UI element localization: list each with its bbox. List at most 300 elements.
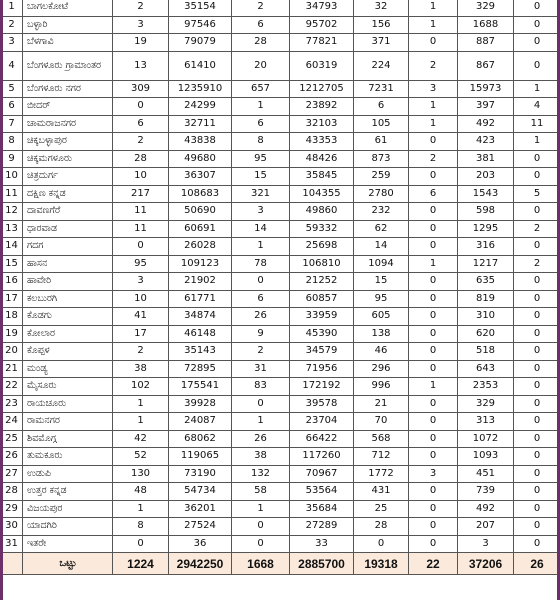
value-cell: 996 <box>354 378 409 396</box>
value-cell: 1093 <box>458 448 514 466</box>
total-label: ಒಟ್ಟು <box>23 553 113 575</box>
value-cell: 6 <box>113 115 169 133</box>
value-cell: 0 <box>514 395 560 413</box>
value-cell: 203 <box>458 168 514 186</box>
value-cell: 36307 <box>169 168 232 186</box>
table-row <box>1 395 560 413</box>
value-cell: 83 <box>232 378 290 396</box>
value-cell: 1235910 <box>169 80 232 98</box>
district-name-cell: ಇತರೇ <box>23 535 113 553</box>
value-cell: 0 <box>514 500 560 518</box>
value-cell: 14 <box>232 220 290 238</box>
total-sl-cell <box>1 553 23 575</box>
value-cell: 3 <box>409 465 458 483</box>
value-cell: 0 <box>514 34 560 52</box>
value-cell: 6 <box>232 16 290 34</box>
value-cell: 38 <box>113 360 169 378</box>
value-cell: 451 <box>458 465 514 483</box>
table-row <box>1 360 560 378</box>
value-cell: 310 <box>458 308 514 326</box>
value-cell: 21902 <box>169 273 232 291</box>
district-name-cell: ಚಿಕ್ಕಬಳ್ಳಾಪುರ <box>23 133 113 151</box>
serial-cell: 8 <box>1 133 23 151</box>
value-cell: 102 <box>113 378 169 396</box>
value-cell: 46 <box>354 343 409 361</box>
value-cell: 78 <box>232 255 290 273</box>
district-name-cell: ದಕ್ಷಿಣ ಕನ್ನಡ <box>23 185 113 203</box>
value-cell: 1 <box>113 500 169 518</box>
district-name-cell: ಮೈಸೂರು <box>23 378 113 396</box>
value-cell: 104355 <box>290 185 354 203</box>
value-cell: 381 <box>458 150 514 168</box>
serial-cell: 22 <box>1 378 23 396</box>
serial-cell: 20 <box>1 343 23 361</box>
value-cell: 97546 <box>169 16 232 34</box>
district-name-cell: ಚಿಕ್ಕಮಗಳೂರು <box>23 150 113 168</box>
value-cell: 61410 <box>169 51 232 80</box>
serial-cell: 4 <box>1 51 23 80</box>
value-cell: 95 <box>113 255 169 273</box>
value-cell: 1 <box>409 98 458 116</box>
value-cell: 0 <box>409 133 458 151</box>
table-row <box>1 535 560 553</box>
value-cell: 2 <box>232 0 290 16</box>
value-cell: 873 <box>354 150 409 168</box>
district-name-cell: ಧಾರವಾಡ <box>23 220 113 238</box>
value-cell: 0 <box>514 203 560 221</box>
serial-cell: 27 <box>1 465 23 483</box>
value-cell: 2353 <box>458 378 514 396</box>
district-name-cell: ಬಳ್ಳಾರಿ <box>23 16 113 34</box>
value-cell: 0 <box>514 150 560 168</box>
value-cell: 156 <box>354 16 409 34</box>
table-row <box>1 290 560 308</box>
value-cell: 1 <box>409 255 458 273</box>
value-cell: 3 <box>458 535 514 553</box>
total-cell: 2885700 <box>290 553 354 575</box>
value-cell: 26 <box>232 430 290 448</box>
value-cell: 0 <box>409 203 458 221</box>
value-cell: 1 <box>232 413 290 431</box>
table-row <box>1 308 560 326</box>
table-row <box>1 378 560 396</box>
district-name-cell: ಗದಗ <box>23 238 113 256</box>
value-cell: 0 <box>409 168 458 186</box>
value-cell: 27289 <box>290 518 354 536</box>
value-cell: 71956 <box>290 360 354 378</box>
value-cell: 132 <box>232 465 290 483</box>
value-cell: 3 <box>409 80 458 98</box>
table-body <box>1 0 560 553</box>
value-cell: 2 <box>514 220 560 238</box>
value-cell: 2 <box>409 51 458 80</box>
value-cell: 1 <box>514 80 560 98</box>
district-name-cell: ಕೊಪ್ಪಳ <box>23 343 113 361</box>
value-cell: 38 <box>232 448 290 466</box>
value-cell: 24087 <box>169 413 232 431</box>
value-cell: 0 <box>514 465 560 483</box>
value-cell: 2 <box>113 0 169 16</box>
district-name-cell: ಮಂಡ್ಯ <box>23 360 113 378</box>
value-cell: 35143 <box>169 343 232 361</box>
value-cell: 259 <box>354 168 409 186</box>
serial-cell: 5 <box>1 80 23 98</box>
serial-cell: 25 <box>1 430 23 448</box>
value-cell: 11 <box>113 203 169 221</box>
value-cell: 20 <box>232 51 290 80</box>
value-cell: 217 <box>113 185 169 203</box>
value-cell: 130 <box>113 465 169 483</box>
district-name-cell: ಬೆಂಗಳೂರು ನಗರ <box>23 80 113 98</box>
value-cell: 1 <box>409 378 458 396</box>
district-name-cell: ತುಮಕೂರು <box>23 448 113 466</box>
value-cell: 0 <box>409 34 458 52</box>
value-cell: 60319 <box>290 51 354 80</box>
value-cell: 0 <box>514 308 560 326</box>
total-cell: 26 <box>514 553 560 575</box>
value-cell: 1072 <box>458 430 514 448</box>
value-cell: 60857 <box>290 290 354 308</box>
serial-cell: 2 <box>1 16 23 34</box>
value-cell: 48426 <box>290 150 354 168</box>
table-row <box>1 325 560 343</box>
value-cell: 43353 <box>290 133 354 151</box>
table-row <box>1 430 560 448</box>
value-cell: 31 <box>232 360 290 378</box>
value-cell: 95 <box>354 290 409 308</box>
district-name-cell: ವಿಜಯಪುರ <box>23 500 113 518</box>
district-name-cell: ರಾಮನಗರ <box>23 413 113 431</box>
value-cell: 0 <box>113 238 169 256</box>
value-cell: 1 <box>232 500 290 518</box>
value-cell: 14 <box>354 238 409 256</box>
value-cell: 224 <box>354 51 409 80</box>
serial-cell: 12 <box>1 203 23 221</box>
value-cell: 643 <box>458 360 514 378</box>
value-cell: 24299 <box>169 98 232 116</box>
district-name-cell: ಉತ್ತರ ಕನ್ನಡ <box>23 483 113 501</box>
value-cell: 54734 <box>169 483 232 501</box>
value-cell: 1 <box>232 98 290 116</box>
value-cell: 313 <box>458 413 514 431</box>
value-cell: 0 <box>409 273 458 291</box>
value-cell: 1 <box>113 413 169 431</box>
serial-cell: 18 <box>1 308 23 326</box>
total-cell: 2942250 <box>169 553 232 575</box>
total-cell: 1668 <box>232 553 290 575</box>
value-cell: 73190 <box>169 465 232 483</box>
value-cell: 296 <box>354 360 409 378</box>
value-cell: 19 <box>113 34 169 52</box>
value-cell: 68062 <box>169 430 232 448</box>
table-row <box>1 185 560 203</box>
value-cell: 657 <box>232 80 290 98</box>
table-row <box>1 465 560 483</box>
value-cell: 79079 <box>169 34 232 52</box>
value-cell: 119065 <box>169 448 232 466</box>
serial-cell: 14 <box>1 238 23 256</box>
table-row <box>1 500 560 518</box>
value-cell: 0 <box>409 220 458 238</box>
value-cell: 2 <box>514 255 560 273</box>
total-cell: 37206 <box>458 553 514 575</box>
value-cell: 46148 <box>169 325 232 343</box>
value-cell: 819 <box>458 290 514 308</box>
value-cell: 13 <box>113 51 169 80</box>
table-row <box>1 238 560 256</box>
serial-cell: 1 <box>1 0 23 16</box>
value-cell: 62 <box>354 220 409 238</box>
value-cell: 1772 <box>354 465 409 483</box>
value-cell: 60691 <box>169 220 232 238</box>
district-name-cell: ದಾವಣಗೆರೆ <box>23 203 113 221</box>
value-cell: 0 <box>409 325 458 343</box>
table-row <box>1 51 560 80</box>
value-cell: 35684 <box>290 500 354 518</box>
district-name-cell: ಬೆಂಗಳೂರು ಗ್ರಾಮಾಂತರ <box>23 51 113 80</box>
district-name-cell: ಬೆಳಗಾವಿ <box>23 34 113 52</box>
value-cell: 4 <box>514 98 560 116</box>
value-cell: 10 <box>113 168 169 186</box>
value-cell: 34793 <box>290 0 354 16</box>
serial-cell: 13 <box>1 220 23 238</box>
value-cell: 106810 <box>290 255 354 273</box>
table-row <box>1 448 560 466</box>
value-cell: 10 <box>113 290 169 308</box>
value-cell: 0 <box>409 308 458 326</box>
value-cell: 3 <box>113 16 169 34</box>
serial-cell: 17 <box>1 290 23 308</box>
value-cell: 492 <box>458 500 514 518</box>
district-name-cell: ಹಾಸನ <box>23 255 113 273</box>
value-cell: 1217 <box>458 255 514 273</box>
value-cell: 28 <box>232 34 290 52</box>
district-name-cell: ಚಿತ್ರದುರ್ಗ <box>23 168 113 186</box>
value-cell: 61771 <box>169 290 232 308</box>
value-cell: 1688 <box>458 16 514 34</box>
value-cell: 0 <box>409 535 458 553</box>
value-cell: 11 <box>514 115 560 133</box>
value-cell: 0 <box>409 518 458 536</box>
value-cell: 3 <box>232 203 290 221</box>
table-row <box>1 255 560 273</box>
table-row <box>1 16 560 34</box>
value-cell: 35845 <box>290 168 354 186</box>
value-cell: 175541 <box>169 378 232 396</box>
value-cell: 712 <box>354 448 409 466</box>
value-cell: 21252 <box>290 273 354 291</box>
serial-cell: 15 <box>1 255 23 273</box>
value-cell: 49860 <box>290 203 354 221</box>
value-cell: 70967 <box>290 465 354 483</box>
value-cell: 23704 <box>290 413 354 431</box>
value-cell: 8 <box>113 518 169 536</box>
value-cell: 53564 <box>290 483 354 501</box>
serial-cell: 28 <box>1 483 23 501</box>
value-cell: 11 <box>113 220 169 238</box>
value-cell: 0 <box>409 483 458 501</box>
value-cell: 6 <box>354 98 409 116</box>
table-row <box>1 413 560 431</box>
value-cell: 117260 <box>290 448 354 466</box>
value-cell: 2 <box>409 150 458 168</box>
value-cell: 635 <box>458 273 514 291</box>
value-cell: 7231 <box>354 80 409 98</box>
value-cell: 397 <box>458 98 514 116</box>
value-cell: 0 <box>514 483 560 501</box>
serial-cell: 26 <box>1 448 23 466</box>
value-cell: 15 <box>232 168 290 186</box>
value-cell: 0 <box>232 535 290 553</box>
value-cell: 0 <box>409 430 458 448</box>
value-cell: 1 <box>409 16 458 34</box>
value-cell: 42 <box>113 430 169 448</box>
value-cell: 1 <box>232 238 290 256</box>
value-cell: 25 <box>354 500 409 518</box>
value-cell: 316 <box>458 238 514 256</box>
value-cell: 41 <box>113 308 169 326</box>
value-cell: 1 <box>514 133 560 151</box>
value-cell: 26028 <box>169 238 232 256</box>
value-cell: 0 <box>409 448 458 466</box>
value-cell: 0 <box>113 535 169 553</box>
table-row <box>1 80 560 98</box>
value-cell: 0 <box>409 290 458 308</box>
value-cell: 0 <box>514 273 560 291</box>
value-cell: 329 <box>458 395 514 413</box>
value-cell: 1 <box>113 395 169 413</box>
value-cell: 207 <box>458 518 514 536</box>
value-cell: 17 <box>113 325 169 343</box>
table-row <box>1 168 560 186</box>
value-cell: 45390 <box>290 325 354 343</box>
value-cell: 61 <box>354 133 409 151</box>
total-cell: 22 <box>409 553 458 575</box>
table-row <box>1 34 560 52</box>
value-cell: 0 <box>514 413 560 431</box>
value-cell: 0 <box>232 273 290 291</box>
value-cell: 1 <box>409 115 458 133</box>
value-cell: 8 <box>232 133 290 151</box>
value-cell: 1295 <box>458 220 514 238</box>
serial-cell: 16 <box>1 273 23 291</box>
value-cell: 66422 <box>290 430 354 448</box>
value-cell: 0 <box>409 238 458 256</box>
district-name-cell: ಕೊಡಗು <box>23 308 113 326</box>
district-name-cell: ಕೋಲಾರ <box>23 325 113 343</box>
value-cell: 33 <box>290 535 354 553</box>
value-cell: 108683 <box>169 185 232 203</box>
serial-cell: 11 <box>1 185 23 203</box>
value-cell: 492 <box>458 115 514 133</box>
value-cell: 605 <box>354 308 409 326</box>
value-cell: 0 <box>514 448 560 466</box>
value-cell: 23892 <box>290 98 354 116</box>
serial-cell: 21 <box>1 360 23 378</box>
value-cell: 0 <box>354 535 409 553</box>
serial-cell: 30 <box>1 518 23 536</box>
value-cell: 1212705 <box>290 80 354 98</box>
value-cell: 867 <box>458 51 514 80</box>
table-row <box>1 0 560 16</box>
value-cell: 48 <box>113 483 169 501</box>
serial-cell: 23 <box>1 395 23 413</box>
serial-cell: 6 <box>1 98 23 116</box>
value-cell: 36201 <box>169 500 232 518</box>
value-cell: 70 <box>354 413 409 431</box>
value-cell: 95 <box>232 150 290 168</box>
table-row <box>1 483 560 501</box>
total-cell: 19318 <box>354 553 409 575</box>
value-cell: 35154 <box>169 0 232 16</box>
value-cell: 52 <box>113 448 169 466</box>
district-name-cell: ರಾಯಚೂರು <box>23 395 113 413</box>
value-cell: 0 <box>514 51 560 80</box>
value-cell: 2 <box>113 133 169 151</box>
value-cell: 0 <box>514 168 560 186</box>
table-row <box>1 203 560 221</box>
value-cell: 6 <box>409 185 458 203</box>
value-cell: 5 <box>514 185 560 203</box>
value-cell: 0 <box>232 518 290 536</box>
table-row <box>1 220 560 238</box>
district-name-cell: ಬಾಗಲಕೋಟೆ <box>23 0 113 16</box>
value-cell: 309 <box>113 80 169 98</box>
value-cell: 0 <box>514 430 560 448</box>
serial-cell: 24 <box>1 413 23 431</box>
value-cell: 15973 <box>458 80 514 98</box>
value-cell: 138 <box>354 325 409 343</box>
value-cell: 28 <box>113 150 169 168</box>
value-cell: 6 <box>232 290 290 308</box>
table-row <box>1 273 560 291</box>
value-cell: 3 <box>113 273 169 291</box>
value-cell: 887 <box>458 34 514 52</box>
district-name-cell: ಚಾಮರಾಜನಗರ <box>23 115 113 133</box>
value-cell: 9 <box>232 325 290 343</box>
value-cell: 28 <box>354 518 409 536</box>
value-cell: 0 <box>514 378 560 396</box>
value-cell: 2 <box>232 343 290 361</box>
value-cell: 21 <box>354 395 409 413</box>
table-row <box>1 518 560 536</box>
value-cell: 77821 <box>290 34 354 52</box>
value-cell: 0 <box>232 395 290 413</box>
total-cell: 1224 <box>113 553 169 575</box>
value-cell: 49680 <box>169 150 232 168</box>
district-name-cell: ಉಡುಪಿ <box>23 465 113 483</box>
value-cell: 32 <box>354 0 409 16</box>
value-cell: 33959 <box>290 308 354 326</box>
value-cell: 1543 <box>458 185 514 203</box>
value-cell: 39578 <box>290 395 354 413</box>
district-name-cell: ಶಿವಮೊಗ್ಗ <box>23 430 113 448</box>
value-cell: 0 <box>514 360 560 378</box>
value-cell: 431 <box>354 483 409 501</box>
value-cell: 1 <box>409 0 458 16</box>
value-cell: 105 <box>354 115 409 133</box>
serial-cell: 31 <box>1 535 23 553</box>
value-cell: 25698 <box>290 238 354 256</box>
value-cell: 0 <box>409 395 458 413</box>
value-cell: 0 <box>409 360 458 378</box>
district-name-cell: ಬೀದರ್ <box>23 98 113 116</box>
value-cell: 518 <box>458 343 514 361</box>
total-row <box>1 553 560 575</box>
table-row <box>1 343 560 361</box>
value-cell: 172192 <box>290 378 354 396</box>
value-cell: 32103 <box>290 115 354 133</box>
